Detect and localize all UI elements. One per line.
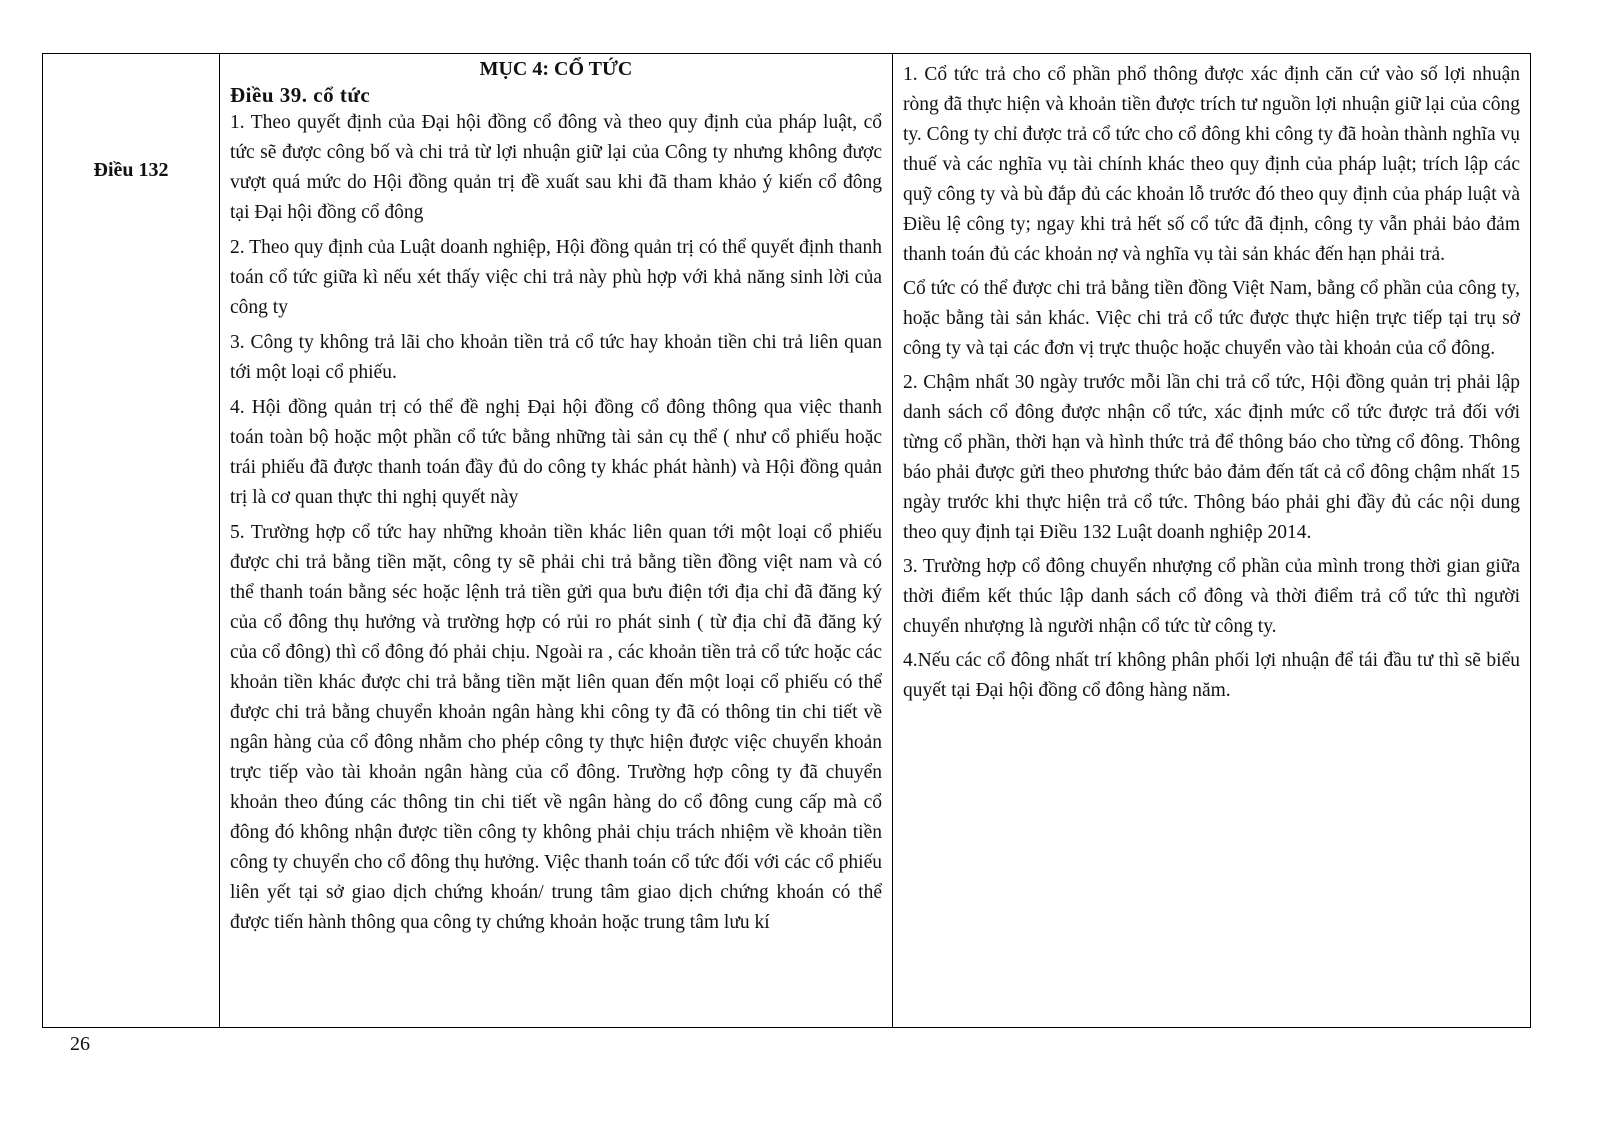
- old-paragraph: 3. Công ty không trả lãi cho khoản tiền trả cổ tức hay khoản tiền chi trả liên quan tới một loại cổ phiếu.: [230, 332, 882, 383]
- comparison-table: [42, 53, 1531, 1028]
- old-provision-cell: [220, 54, 893, 1027]
- new-paragraph: 2. Chậm nhất 30 ngày trước mỗi lần chi trả cổ tức, Hội đồng quản trị phải lập danh sách cổ đông được nhận cổ tức, xác định mức cổ tức được trả đối với từng cổ phần, thời hạn và hình thức trả để thông báo cho từng cổ đông. Thông báo phải được gửi theo phương thức bảo đảm đến tất cả cổ đông chậm nhất 15 ngày trước khi thực hiện trả cổ tức. Thông báo phải ghi đầy đủ các nội dung theo quy định tại Điều 132 Luật doanh nghiệp 2014.: [903, 372, 1520, 543]
- old-paragraph: 4. Hội đồng quản trị có thể đề nghị Đại hội đồng cổ đông thông qua việc thanh toán toàn bộ hoặc một phần cổ tức bằng những tài sản cụ thể ( như cổ phiếu hoặc trái phiếu đã được thanh toán đầy đủ do công ty khác phát hành) và Hội đồng quản trị là cơ quan thực thi nghị quyết này: [230, 397, 882, 508]
- new-paragraph: 4.Nếu các cổ đông nhất trí không phân phối lợi nhuận để tái đầu tư thì sẽ biểu quyết tại Đại hội đồng cổ đông hàng năm.: [903, 650, 1520, 701]
- new-provision-cell: [893, 54, 1530, 1027]
- old-paragraph: 1. Theo quyết định của Đại hội đồng cổ đông và theo quy định của pháp luật, cổ tức sẽ được công bố và chi trả từ lợi nhuận giữ lại của Công ty nhưng không được vượt quá mức do Hội đồng quản trị đề xuất sau khi đã tham khảo ý kiến cổ đông tại Đại hội đồng cổ đông: [230, 112, 882, 223]
- new-paragraph: 3. Trường hợp cổ đông chuyển nhượng cổ phần của mình trong thời gian giữa thời điểm kết thúc lập danh sách cổ đông và thời điểm trả cổ tức thì người chuyển nhượng là người nhận cổ tức từ công ty.: [903, 556, 1520, 637]
- page-number: 26: [70, 1033, 90, 1055]
- article-reference-label: Điều 132: [93, 159, 169, 181]
- new-paragraph: 1. Cổ tức trả cho cổ phần phổ thông được xác định căn cứ vào số lợi nhuận ròng đã thực hiện và khoản tiền được trích tư nguồn lợi nhuận giữ lại của công ty. Công ty chỉ được trả cổ tức cho cổ đông khi công ty đã hoàn thành nghĩa vụ thuế và các nghĩa vụ tài chính khác theo quy định của pháp luật; trích lập các quỹ công ty và bù đắp đủ các khoản lỗ trước đó theo quy định của pháp luật và Điều lệ công ty; ngay khi trả hết số cổ tức đã định, công ty vẫn phải bảo đảm thanh toán đủ các khoản nợ và nghĩa vụ tài sản khác đến hạn phải trả.: [903, 64, 1520, 265]
- section-title: MỤC 4: CỔ TỨC: [479, 58, 633, 80]
- old-paragraph: 5. Trường hợp cổ tức hay những khoản tiền khác liên quan tới một loại cổ phiếu được chi trả bằng tiền mặt, công ty sẽ phải chi trả bằng tiền đồng việt nam và có thể thanh toán bằng séc hoặc lệnh trả tiền gửi qua bưu điện tới địa chỉ đã đăng ký của cổ đông thụ hưởng và trường hợp có rủi ro phát sinh ( từ địa chỉ đã đăng ký của cổ đông) thì cổ đông đó phải chịu. Ngoài ra , các khoản tiền trả cổ tức hoặc các khoản tiền khác được chi trả bằng tiền mặt liên quan đến một loại cổ phiếu có thể được chi trả bằng chuyển khoản ngân hàng khi công ty đã có thông tin chi tiết về ngân hàng của cổ đông nhằm cho phép công ty thực hiện được việc chuyển khoản trực tiếp vào tài khoản ngân hàng của cổ đông. Trường hợp công ty đã chuyển khoản theo đúng các thông tin chi tiết về ngân hàng do cổ đông cung cấp mà cổ đông đó không nhận được tiền công ty không phải chịu trách nhiệm về khoản tiền công ty chuyển cho cổ đông thụ hưởng. Việc thanh toán cổ tức đối với các cổ phiếu liên yết tại sở giao dịch chứng khoán/ trung tâm giao dịch chứng khoán có thể được tiến hành thông qua công ty chứng khoản hoặc trung tâm lưu kí: [230, 522, 882, 933]
- old-paragraph: 2. Theo quy định của Luật doanh nghiệp, Hội đồng quản trị có thể quyết định thanh toán cổ tức giữa kì nếu xét thấy việc chi trả này phù hợp với khả năng sinh lời của công ty: [230, 237, 882, 318]
- new-paragraph: Cổ tức có thể được chi trả bằng tiền đồng Việt Nam, bằng cổ phần của công ty, hoặc bằng tài sản khác. Việc chi trả cổ tức được thực hiện trực tiếp tại trụ sở công ty và tại các đơn vị trực thuộc hoặc chuyển vào tài khoản của cổ đông.: [903, 278, 1520, 359]
- article-title: Điều 39. cổ tức: [230, 83, 371, 107]
- article-reference-cell: [43, 54, 220, 1027]
